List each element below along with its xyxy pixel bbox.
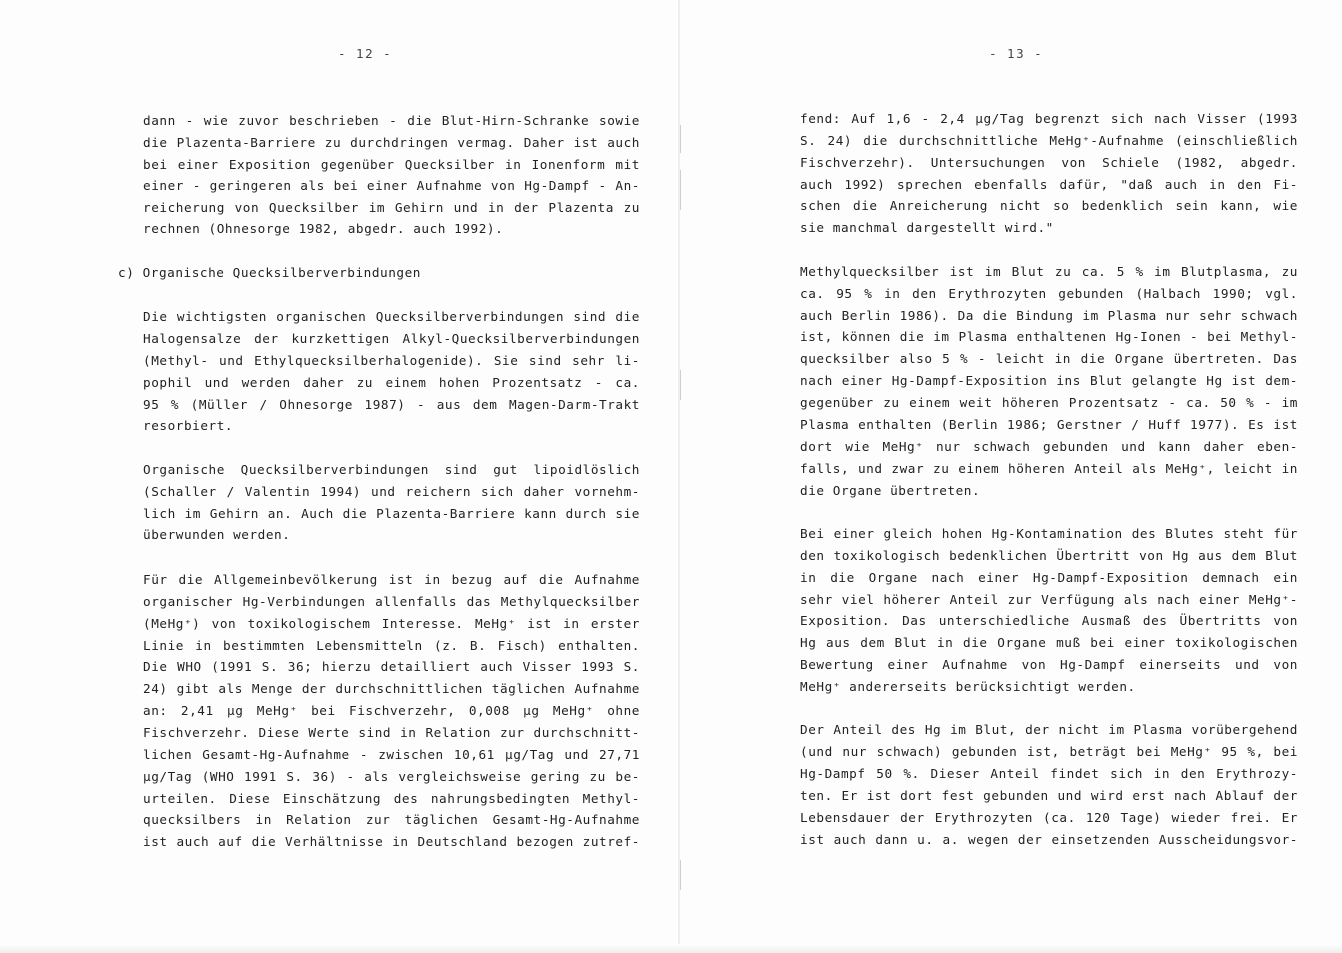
gutter-mark [680,125,681,153]
right-text-line: fend: Auf 1,6 - 2,4 µg/Tag begrenzt sich nach Visser (1993 [800,111,1298,126]
right-text-line: Hg aus dem Blut in die Organe muß bei einer toxikologischen [800,635,1298,650]
right-text-line: sehr viel höherer Anteil zur Verfügung als nach einer MeHg⁺- [800,592,1298,607]
right-text-line: die Organe übertreten. [800,483,981,498]
right-text-line: Lebensdauer der Erythrozyten (ca. 120 Tage) wieder frei. Er [800,810,1298,825]
right-text-line: ca. 95 % in den Erythrozyten gebunden (Halbach 1990; vgl. [800,286,1298,301]
gutter-mark [680,860,681,890]
right-text-line: Fischverzehr). Untersuchungen von Schiele (1982, abgedr. [800,155,1298,170]
left-text-line: überwunden werden. [143,527,291,542]
left-text-line: quecksilbers in Relation zur täglichen Gesamt-Hg-Aufnahme [143,812,640,827]
right-text-line: Bei einer gleich hohen Hg-Kontamination des Blutes steht für [800,526,1298,541]
right-text-line: Der Anteil des Hg im Blut, der nicht im Plasma vorübergehend [800,722,1298,737]
left-text-line: pophil und werden daher zu einem hohen Prozentsatz - ca. [143,375,640,390]
gutter-mark [680,170,681,210]
right-text-line: schen die Anreicherung nicht so bedenklich sein kann, wie [800,198,1298,213]
right-text-line: auch Berlin 1986). Da die Bindung im Plasma nur sehr schwach [800,308,1298,323]
left-text-line: reicherung von Quecksilber im Gehirn und in der Plazenta zu [143,200,640,215]
left-text-line: einer - geringeren als bei einer Aufnahme von Hg-Dampf - An- [143,178,640,193]
right-text-line: nach einer Hg-Dampf-Exposition ins Blut gelangte Hg ist dem- [800,373,1298,388]
left-text-line: dann - wie zuvor beschrieben - die Blut-Hirn-Schranke sowie [143,113,640,128]
right-text-line: in die Organe nach einer Hg-Dampf-Exposition demnach ein [800,570,1298,585]
left-text-line: lich im Gehirn an. Auch die Plazenta-Barriere kann durch sie [143,506,640,521]
right-text-line: Hg-Dampf 50 %. Dieser Anteil findet sich in den Erythrozy- [800,766,1298,781]
left-text-line: c) Organische Quecksilberverbindungen [118,265,421,280]
left-text-line: Die WHO (1991 S. 36; hierzu detailliert auch Visser 1993 S. [143,659,640,674]
right-text-line: gegenüber zu einem weit höheren Prozentsatz - ca. 50 % - im [800,395,1298,410]
left-text-line: Linie in bestimmten Lebensmitteln (z. B. Fisch) enthalten. [143,638,640,653]
left-text-line: resorbiert. [143,418,234,433]
right-text-line: ist auch dann u. a. wegen der einsetzenden Ausscheidungsvor- [800,832,1298,847]
left-text-line: (MeHg⁺) von toxikologischem Interesse. MeHg⁺ ist in erster [143,616,640,631]
right-text-line: den toxikologisch bedenklichen Übertritt von Hg aus dem Blut [800,548,1298,563]
right-text-line: ist, können die im Plasma enthaltenen Hg-Ionen - bei Methyl- [800,329,1298,344]
page-number-left: - 12 - [338,46,393,61]
left-text-line: (Methyl- und Ethylquecksilberhalogenide). Sie sind sehr li- [143,353,640,368]
left-text-line: bei einer Exposition gegenüber Quecksilber in Ionenform mit [143,157,640,172]
left-text-line: Fischverzehr. Diese Werte sind in Relation zur durchschnitt- [143,725,640,740]
left-text-line: rechnen (Ohnesorge 1982, abgedr. auch 1992). [143,221,504,236]
left-text-line: (Schaller / Valentin 1994) und reichern sich daher vornehm- [143,484,640,499]
scan-edge-shadow [0,944,1342,953]
right-text-line: sie manchmal dargestellt wird." [800,220,1054,235]
right-text-line: Exposition. Das unterschiedliche Ausmaß des Übertritts von [800,613,1298,628]
left-text-line: Die wichtigsten organischen Quecksilberverbindungen sind die [143,309,640,324]
right-text-line: dort wie MeHg⁺ nur schwach gebunden und kann daher eben- [800,439,1298,454]
right-text-line: (und nur schwach) gebunden ist, beträgt bei MeHg⁺ 95 %, bei [800,744,1298,759]
right-text-line: quecksilber also 5 % - leicht in die Organe übertreten. Das [800,351,1298,366]
right-text-line: Methylquecksilber ist im Blut zu ca. 5 % im Blutplasma, zu [800,264,1298,279]
right-text-line: MeHg⁺ andererseits berücksichtigt werden. [800,679,1136,694]
left-text-line: ist auch auf die Verhältnisse in Deutschland bezogen zutref- [143,834,640,849]
left-text-line: Für die Allgemeinbevölkerung ist in bezug auf die Aufnahme [143,572,640,587]
left-text-line: die Plazenta-Barriere zu durchdringen vermag. Daher ist auch [143,135,640,150]
right-text-line: falls, und zwar zu einem höheren Anteil als MeHg⁺, leicht in [800,461,1298,476]
left-text-line: µg/Tag (WHO 1991 S. 36) - als vergleichsweise gering zu be- [143,769,640,784]
page-number-right: - 13 - [989,46,1044,61]
right-text-line: ten. Er ist dort fest gebunden und wird erst nach Ablauf der [800,788,1298,803]
left-text-line: 95 % (Müller / Ohnesorge 1987) - aus dem Magen-Darm-Trakt [143,397,640,412]
left-text-line: organischer Hg-Verbindungen allenfalls das Methylquecksilber [143,594,640,609]
left-text-line: lichen Gesamt-Hg-Aufnahme - zwischen 10,61 µg/Tag und 27,71 [143,747,640,762]
gutter-mark [680,370,681,400]
left-text-line: 24) gibt als Menge der durchschnittlichen täglichen Aufnahme [143,681,640,696]
right-text-line: Plasma enthalten (Berlin 1986; Gerstner / Huff 1977). Es ist [800,417,1298,432]
left-text-line: Halogensalze der kurzkettigen Alkyl-Quecksilberverbindungen [143,331,640,346]
right-text-line: Bewertung einer Aufnahme von Hg-Dampf einerseits und von [800,657,1298,672]
left-text-line: urteilen. Diese Einschätzung des nahrungsbedingten Methyl- [143,791,640,806]
left-text-line: Organische Quecksilberverbindungen sind gut lipoidlöslich [143,462,640,477]
left-text-line: an: 2,41 µg MeHg⁺ bei Fischverzehr, 0,008 µg MeHg⁺ ohne [143,703,640,718]
right-text-line: S. 24) die durchschnittliche MeHg⁺-Aufnahme (einschließlich [800,133,1298,148]
right-text-line: auch 1992) sprechen ebenfalls dafür, "daß auch in den Fi- [800,177,1298,192]
